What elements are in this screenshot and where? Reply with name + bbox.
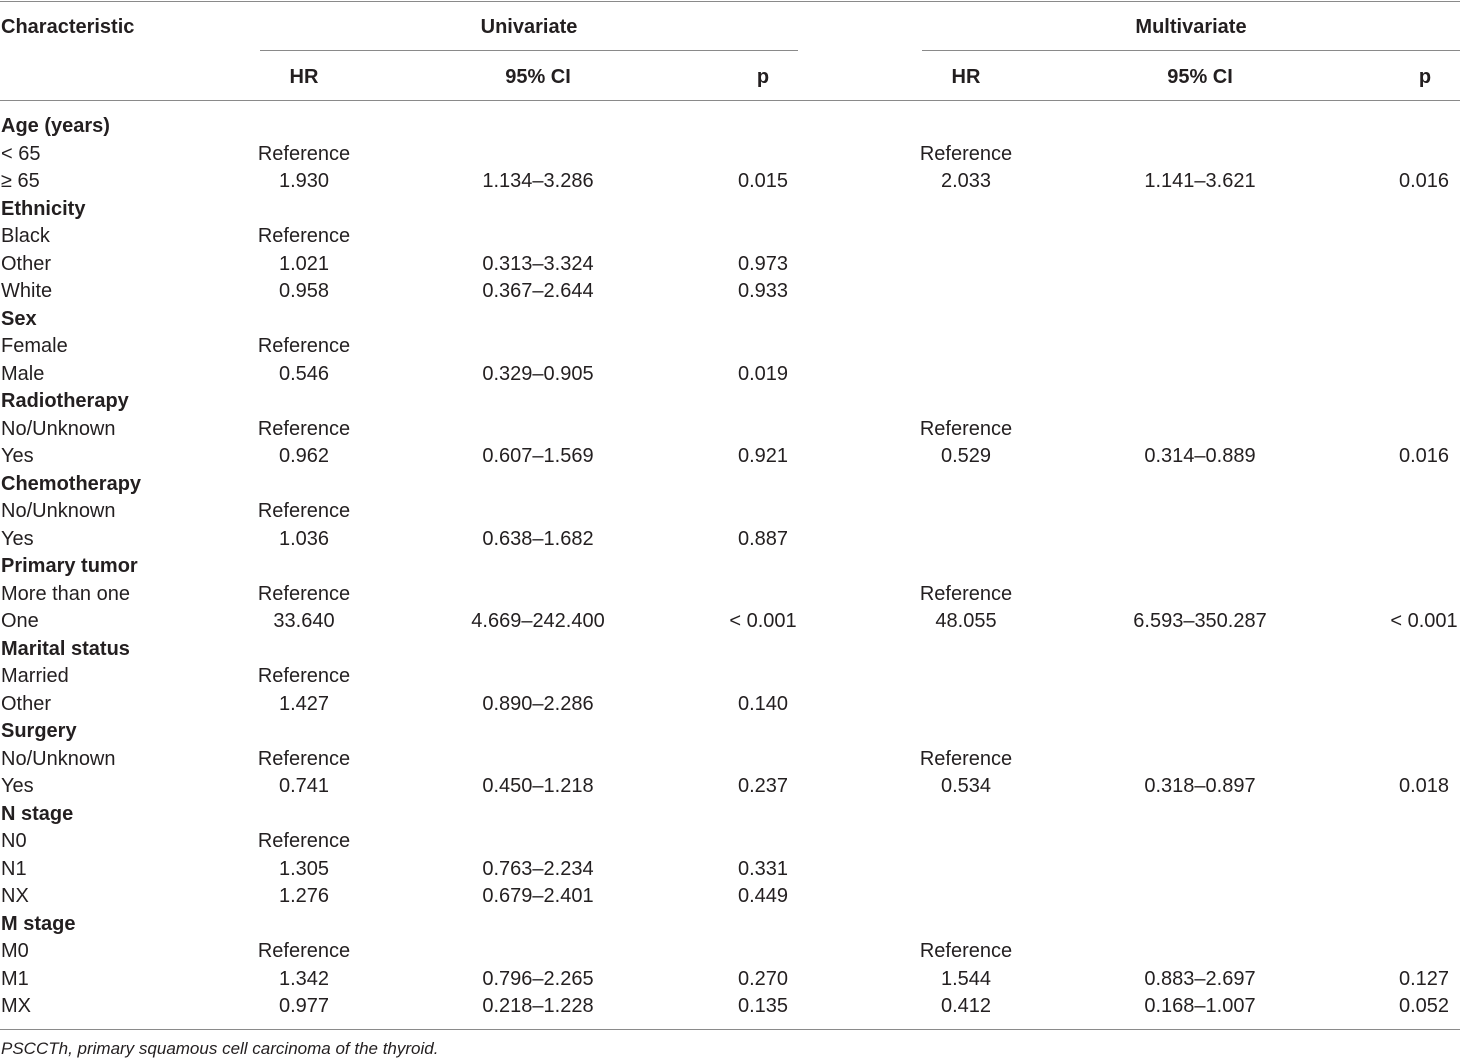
table-footnote: PSCCTh, primary squamous cell carcinoma of the thyroid. xyxy=(1,1039,439,1058)
cell-u-p: 0.973 xyxy=(737,252,789,275)
group-label: Ethnicity xyxy=(1,197,86,220)
header-characteristic: Characteristic xyxy=(1,16,135,38)
univariate-span-rule xyxy=(260,50,798,51)
cell-m-p: 0.016 xyxy=(1398,170,1450,192)
cell-u-hr: 1.021 xyxy=(278,252,330,275)
cell-m-ci: 1.141–3.621 xyxy=(1144,170,1256,192)
group-header-row xyxy=(0,471,1460,499)
cell-m-hr: 0.529 xyxy=(940,445,992,467)
table-row xyxy=(0,691,1460,719)
table-row xyxy=(0,141,1460,169)
group-label: Age (years) xyxy=(1,115,110,137)
table-top-rule xyxy=(0,1,1460,2)
cell-u-p: 0.331 xyxy=(737,857,789,880)
cell-u-hr: 1.305 xyxy=(278,857,330,880)
cell-u-ci: 0.367–2.644 xyxy=(482,280,594,302)
cell-u-p: 0.887 xyxy=(737,527,789,550)
cell-m-hr: 0.412 xyxy=(940,995,992,1017)
row-label: No/Unknown xyxy=(1,500,116,522)
cell-u-hr: Reference xyxy=(257,417,351,440)
row-label: ≥ 65 xyxy=(1,170,40,192)
cell-u-ci: 0.679–2.401 xyxy=(482,885,594,907)
cell-u-hr: 0.741 xyxy=(278,775,330,797)
table-row xyxy=(0,168,1460,196)
cell-u-hr: Reference xyxy=(257,747,351,770)
header-multivariate: Multivariate xyxy=(1135,16,1247,38)
cell-u-hr: Reference xyxy=(257,940,351,962)
row-label: Male xyxy=(1,362,45,385)
cell-u-hr: Reference xyxy=(257,500,351,522)
cell-u-hr: Reference xyxy=(257,665,351,687)
table-row xyxy=(0,608,1460,636)
row-label: No/Unknown xyxy=(1,417,116,440)
cell-u-hr: 1.427 xyxy=(278,692,330,715)
cell-u-p: 0.237 xyxy=(737,775,789,797)
cell-u-hr: Reference xyxy=(257,225,351,247)
cell-u-hr: Reference xyxy=(257,142,351,165)
cell-u-ci: 0.796–2.265 xyxy=(482,967,594,990)
cell-u-hr: 1.276 xyxy=(278,885,330,907)
table-row xyxy=(0,581,1460,609)
cell-m-p: 0.018 xyxy=(1398,775,1450,797)
table-row xyxy=(0,773,1460,801)
group-label: Sex xyxy=(1,307,37,330)
header-univariate: Univariate xyxy=(480,16,578,38)
table-row xyxy=(0,333,1460,361)
group-header-row xyxy=(0,388,1460,416)
row-label: Yes xyxy=(1,445,34,467)
cell-u-hr: 1.342 xyxy=(278,967,330,990)
table-bottom-rule xyxy=(0,1029,1460,1030)
cell-m-hr: Reference xyxy=(919,747,1013,770)
cell-u-ci: 0.450–1.218 xyxy=(482,775,594,797)
cell-m-hr: Reference xyxy=(919,417,1013,440)
row-label: Yes xyxy=(1,527,34,550)
row-label: Black xyxy=(1,225,50,247)
group-header-row xyxy=(0,306,1460,334)
table-row xyxy=(0,526,1460,554)
cell-m-hr: 1.544 xyxy=(940,967,992,990)
header-m-p: p xyxy=(1418,66,1432,88)
header-u-ci: 95% CI xyxy=(505,66,571,88)
group-label: Marital status xyxy=(1,637,130,660)
cell-m-ci: 6.593–350.287 xyxy=(1133,610,1267,632)
table-row xyxy=(0,361,1460,389)
header-u-hr: HR xyxy=(289,66,319,88)
cell-u-ci: 0.607–1.569 xyxy=(482,445,594,467)
row-label: N1 xyxy=(1,857,27,880)
table-body xyxy=(0,113,1460,1021)
header-m-hr: HR xyxy=(951,66,981,88)
row-label: Female xyxy=(1,335,68,357)
group-header-row xyxy=(0,636,1460,664)
cell-u-hr: 0.546 xyxy=(278,362,330,385)
table-row xyxy=(0,993,1460,1021)
row-label: Other xyxy=(1,252,52,275)
cell-u-ci: 0.313–3.324 xyxy=(482,252,594,275)
row-label: M0 xyxy=(1,940,29,962)
row-label: MX xyxy=(1,995,31,1017)
table-row xyxy=(0,938,1460,966)
group-label: M stage xyxy=(1,912,76,935)
cell-m-hr: Reference xyxy=(919,940,1013,962)
cell-m-p: 0.052 xyxy=(1398,995,1450,1017)
multivariate-span-rule xyxy=(922,50,1460,51)
group-label: Radiotherapy xyxy=(1,390,129,412)
cell-m-hr: 0.534 xyxy=(940,775,992,797)
cell-u-hr: 0.958 xyxy=(278,280,330,302)
group-header-row xyxy=(0,196,1460,224)
table-row xyxy=(0,251,1460,279)
table-row xyxy=(0,746,1460,774)
cell-m-ci: 0.318–0.897 xyxy=(1144,775,1256,797)
row-label: White xyxy=(1,280,53,302)
row-label: One xyxy=(1,610,39,632)
row-label: NX xyxy=(1,885,29,907)
table-row xyxy=(0,828,1460,856)
cell-u-hr: 0.977 xyxy=(278,995,330,1017)
cell-u-hr: 0.962 xyxy=(278,445,330,467)
cell-u-p: 0.933 xyxy=(737,280,789,302)
cell-u-p: < 0.001 xyxy=(729,610,797,632)
group-header-row xyxy=(0,553,1460,581)
table-row xyxy=(0,278,1460,306)
cell-u-p: 0.140 xyxy=(737,692,789,715)
group-label: Chemotherapy xyxy=(1,472,142,495)
group-header-row xyxy=(0,113,1460,141)
cell-u-p: 0.015 xyxy=(737,170,789,192)
cell-u-hr: 1.930 xyxy=(278,170,330,192)
cell-m-p: 0.016 xyxy=(1398,445,1450,467)
cell-u-p: 0.135 xyxy=(737,995,789,1017)
cell-u-ci: 0.638–1.682 xyxy=(482,527,594,550)
cell-u-ci: 0.329–0.905 xyxy=(482,362,594,385)
cell-u-p: 0.270 xyxy=(737,967,789,990)
cell-m-ci: 0.314–0.889 xyxy=(1144,445,1256,467)
table-row xyxy=(0,883,1460,911)
table-row xyxy=(0,443,1460,471)
cell-m-hr: 48.055 xyxy=(935,610,997,632)
cell-u-ci: 1.134–3.286 xyxy=(482,170,594,192)
header-u-p: p xyxy=(756,66,770,88)
cell-m-ci: 0.168–1.007 xyxy=(1144,995,1256,1017)
table-row xyxy=(0,966,1460,994)
cell-m-p: 0.127 xyxy=(1398,967,1450,990)
row-label: Married xyxy=(1,665,69,687)
cell-m-hr: 2.033 xyxy=(940,170,992,192)
table-row xyxy=(0,498,1460,526)
table-row xyxy=(0,223,1460,251)
row-label: N0 xyxy=(1,830,27,852)
cell-m-ci: 0.883–2.697 xyxy=(1144,967,1256,990)
table-row xyxy=(0,856,1460,884)
cell-u-hr: Reference xyxy=(257,582,351,605)
group-header-row xyxy=(0,801,1460,829)
row-label: < 65 xyxy=(1,142,41,165)
cell-u-hr: 33.640 xyxy=(273,610,335,632)
group-label: Primary tumor xyxy=(1,555,138,577)
cell-u-p: 0.449 xyxy=(737,885,789,907)
table-row xyxy=(0,663,1460,691)
table-row xyxy=(0,416,1460,444)
group-header-row xyxy=(0,911,1460,939)
cell-u-hr: Reference xyxy=(257,335,351,357)
header-bottom-rule xyxy=(0,100,1460,101)
row-label: No/Unknown xyxy=(1,747,116,770)
group-label: Surgery xyxy=(1,720,77,742)
group-label: N stage xyxy=(1,802,74,825)
cell-m-hr: Reference xyxy=(919,582,1013,605)
cell-m-hr: Reference xyxy=(919,142,1013,165)
cell-u-p: 0.019 xyxy=(737,362,789,385)
cell-u-ci: 4.669–242.400 xyxy=(471,610,605,632)
group-header-row xyxy=(0,718,1460,746)
cell-u-p: 0.921 xyxy=(737,445,789,467)
cell-u-ci: 0.218–1.228 xyxy=(482,995,594,1017)
row-label: Yes xyxy=(1,775,34,797)
cell-u-hr: Reference xyxy=(257,830,351,852)
row-label: M1 xyxy=(1,967,29,990)
cell-u-ci: 0.890–2.286 xyxy=(482,692,594,715)
row-label: Other xyxy=(1,692,52,715)
header-m-ci: 95% CI xyxy=(1167,66,1233,88)
cell-u-hr: 1.036 xyxy=(278,527,330,550)
row-label: More than one xyxy=(1,582,130,605)
cell-m-p: < 0.001 xyxy=(1390,610,1458,632)
cell-u-ci: 0.763–2.234 xyxy=(482,857,594,880)
